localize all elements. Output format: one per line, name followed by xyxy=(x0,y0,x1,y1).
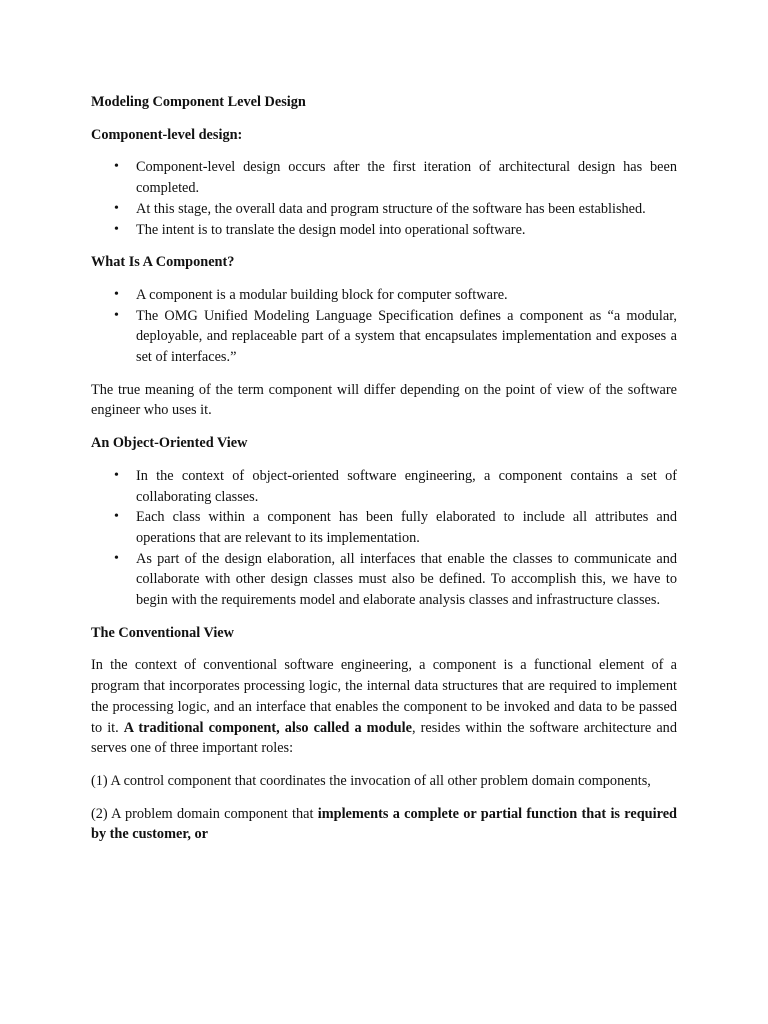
list-item: • As part of the design elaboration, all interfaces that enable the classes to communicate and collaborate with other design classes must also be defined. To accomplish this, we have to begin with the requirements model and elaborate analysis classes and infrastructure classes. xyxy=(91,549,677,611)
list-item: • The intent is to translate the design model into operational software. xyxy=(91,220,677,241)
list-item: • In the context of object-oriented software engineering, a component contains a set of collaborating classes. xyxy=(91,466,677,507)
paragraph-conventional-view xyxy=(91,655,677,759)
heading-component-level-design: Component-level design: xyxy=(91,126,243,143)
heading-conventional-view: The Conventional View xyxy=(91,624,234,641)
bullet-list-component-level xyxy=(91,157,677,240)
list-item: • A component is a modular building block for computer software. xyxy=(91,285,677,306)
paragraph-true-meaning: The true meaning of the term component will differ depending on the point of view of the software engineer who uses it. xyxy=(91,381,677,419)
list-item: • At this stage, the overall data and program structure of the software has been established. xyxy=(91,199,677,220)
bold-text: A traditional component, also called a module xyxy=(123,719,412,736)
paragraph-role-1: (1) A control component that coordinates the invocation of all other problem domain components, xyxy=(91,772,651,789)
heading-object-oriented-view: An Object-Oriented View xyxy=(91,435,248,452)
paragraph-text: (2) A problem domain component that xyxy=(91,805,318,822)
paragraph-text: In the context of conventional software engineering, a component is a functional element of a program that incorporates processing logic, the internal data structures that are required to implement the processing logic, and an interface that enables the component to be invoked and data to be passed to it. xyxy=(91,657,677,736)
paragraph-text: , resides within the software architecture and serves one of three important roles: xyxy=(91,719,677,757)
bold-text: implements a complete or partial function that is required by the customer, or xyxy=(91,805,677,843)
bullet-list-oo-view xyxy=(91,466,677,611)
document-title: Modeling Component Level Design xyxy=(91,94,306,110)
list-item: • Component-level design occurs after the first iteration of architectural design has been completed. xyxy=(91,157,677,198)
heading-what-is-a-component: What Is A Component? xyxy=(91,254,235,271)
paragraph-role-2 xyxy=(91,804,677,845)
list-item: • Each class within a component has been fully elaborated to include all attributes and operations that are relevant to its implementation. xyxy=(91,507,677,548)
bullet-list-what-is xyxy=(91,285,677,368)
list-item: • The OMG Unified Modeling Language Specification defines a component as “a modular, deployable, and replaceable part of a system that encapsulates implementation and exposes a set of interfaces.” xyxy=(91,306,677,368)
